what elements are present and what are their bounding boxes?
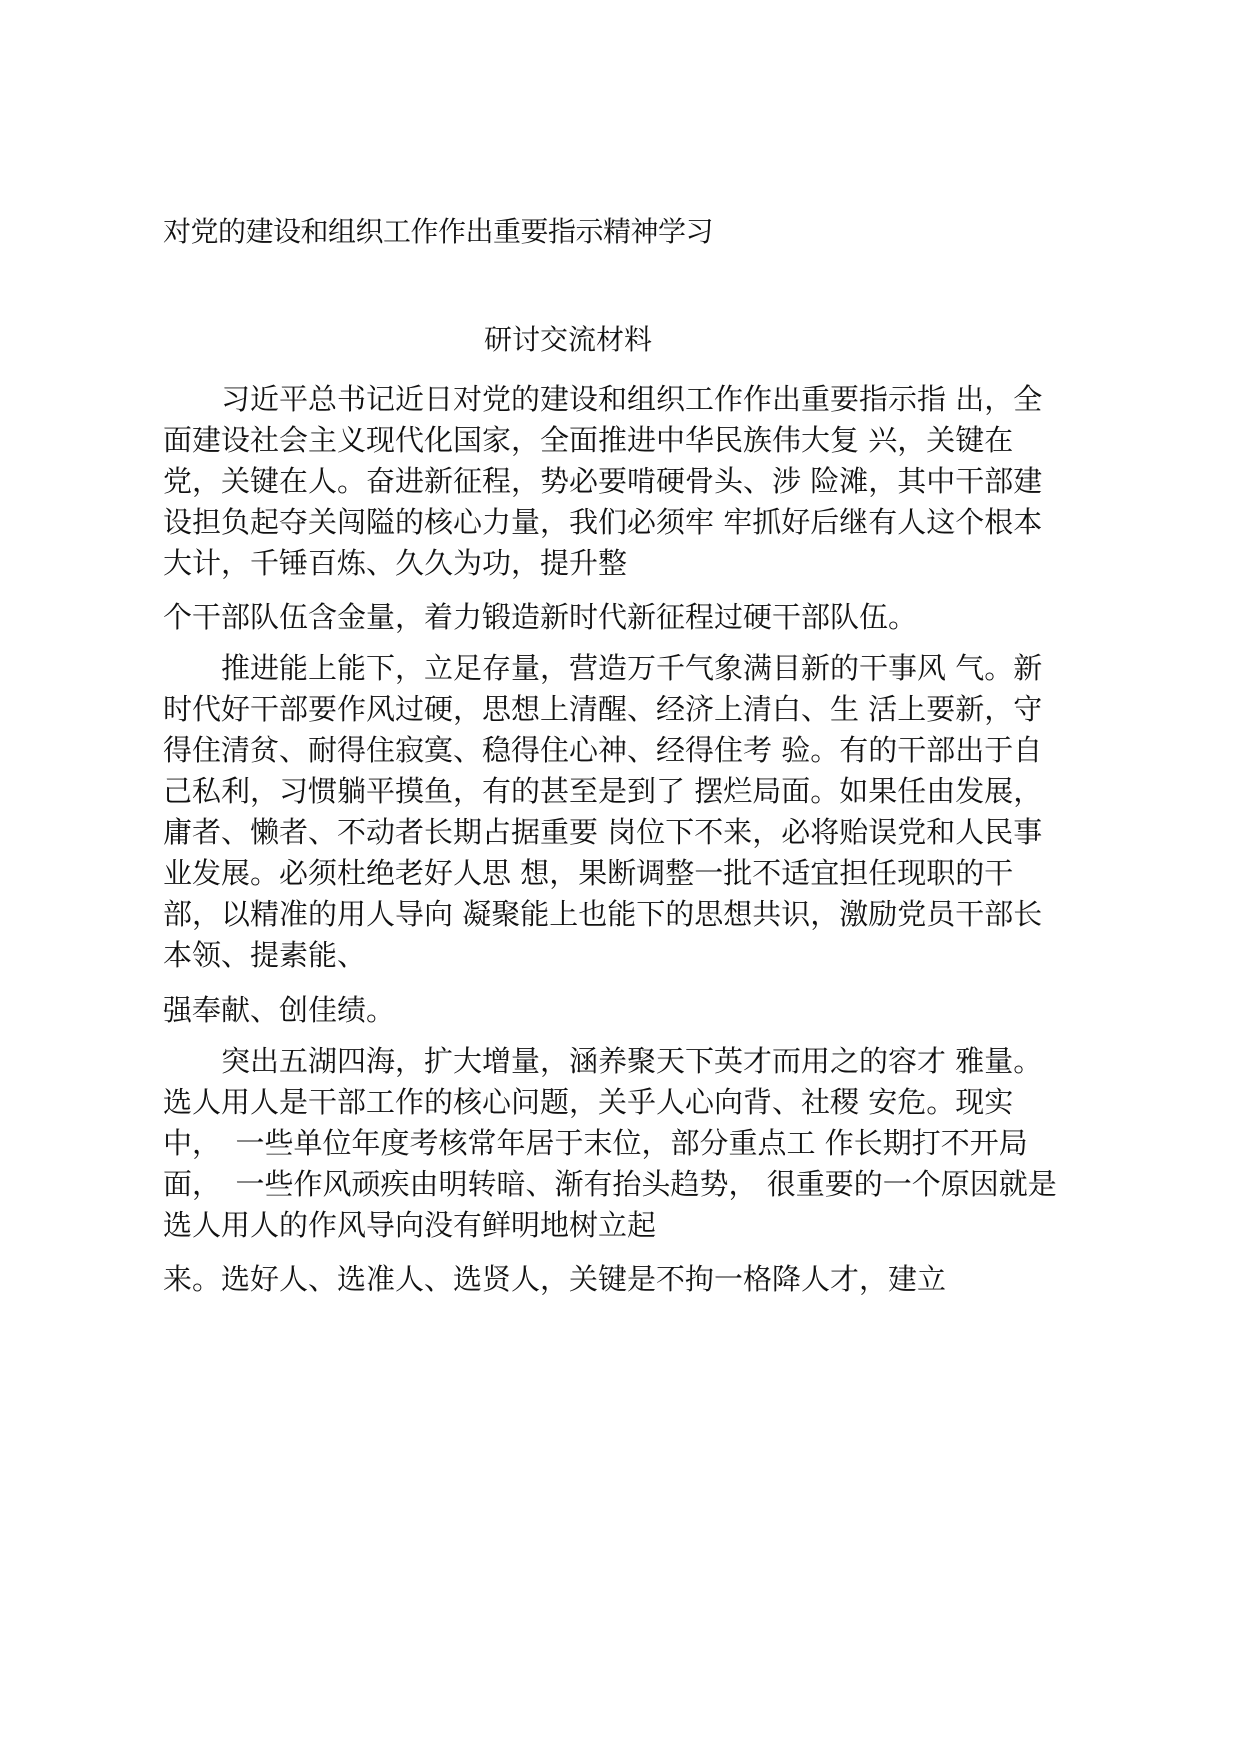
body-line: 强奉献、创佳绩。 <box>163 993 396 1027</box>
body-line: 突出五湖四海，扩大增量，涵养聚天下英才而用之的容才 雅量。 <box>163 1044 1043 1078</box>
body-line: 来。选好人、选准人、选贤人，关键是不拘一格降人才，建立 <box>163 1262 947 1296</box>
body-line: 个干部队伍含金量，着力锻造新时代新征程过硬干部队伍。 <box>163 600 918 634</box>
body-line: 设担负起夺关闯隘的核心力量，我们必须牢 牢抓好后继有人这个根本 <box>163 505 1043 539</box>
body-line: 选人用人的作风导向没有鲜明地树立起 <box>163 1208 657 1242</box>
body-line: 部，以精准的用人导向 凝聚能上也能下的思想共识，激励党员干部长 <box>163 897 1043 931</box>
body-line: 业发展。必须杜绝老好人思 想，果断调整一批不适宜担任现职的干 <box>163 856 1014 890</box>
body-line: 推进能上能下，立足存量，营造万千气象满目新的干事风 气。新 <box>163 651 1043 685</box>
body-line: 党，关键在人。奋进新征程，势必要啃硬骨头、涉 险滩，其中干部建 <box>163 464 1043 498</box>
body-line: 庸者、懒者、不动者长期占据重要 岗位下不来，必将贻误党和人民事 <box>163 815 1043 849</box>
body-line: 面建设社会主义现代化国家，全面推进中华民族伟大复 兴，关键在 <box>163 423 1014 457</box>
body-line: 得住清贫、耐得住寂寞、稳得住心神、经得住考 验。有的干部出于自 <box>163 733 1043 767</box>
body-line: 面， 一些作风顽疾由明转暗、渐有抬头趋势， 很重要的一个原因就是 <box>163 1167 1057 1201</box>
body-line: 己私利，习惯躺平摸鱼，有的甚至是到了 摆烂局面。如果任由发展， <box>163 774 1043 808</box>
document-title: 对党的建设和组织工作作出重要指示精神学习 <box>163 215 714 248</box>
body-line: 本领、提素能、 <box>163 938 367 972</box>
body-line: 大计，千锤百炼、久久为功，提升整 <box>163 546 628 580</box>
body-line: 习近平总书记近日对党的建设和组织工作作出重要指示指 出，全 <box>163 382 1043 416</box>
body-line: 选人用人是干部工作的核心问题，关乎人心向背、社稷 安危。现实 <box>163 1085 1014 1119</box>
body-line: 中， 一些单位年度考核常年居于末位，部分重点工 作长期打不开局 <box>163 1126 1028 1160</box>
body-line: 时代好干部要作风过硬，思想上清醒、经济上清白、生 活上要新，守 <box>163 692 1043 726</box>
document-subtitle: 研讨交流材料 <box>484 323 653 356</box>
